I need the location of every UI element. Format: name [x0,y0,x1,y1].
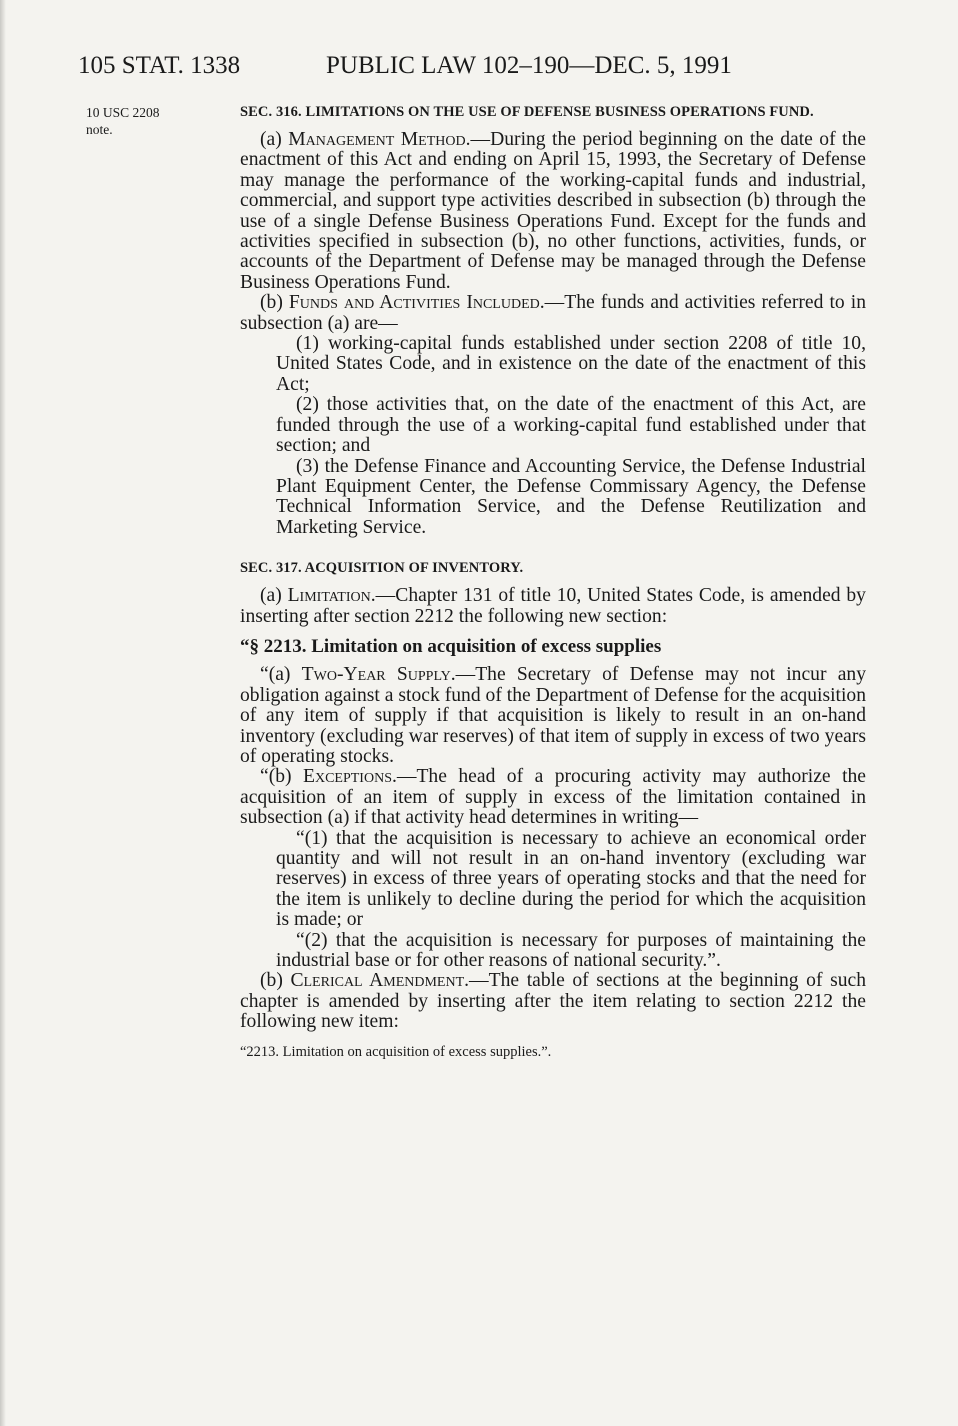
section-2213-a [240,665,866,767]
sec-316-b-label: (b) [260,292,289,314]
section-2213-b-item-1: “(1) that the acquisition is necessary to achieve an economical order quantity and will not result in an on-hand inventory (excluding war reserves) in excess of three years of operating stocks and that the need for the item is unlikely to decline during the period for which the acquisition is made; or [276,827,866,931]
sec-316-b-text: —The funds and activities referred to in subsection (a) are— [240,292,866,334]
stat-citation: 105 STAT. 1338 [78,52,241,79]
sec-316-b-item-2: (2) those activities that, on the date of the enactment of this Act, are funded through the use of a working-capital fund established under that section; and [276,394,866,457]
sec-316-a-text: —During the period beginning on the date of the enactment of this Act and ending on April 15, 1993, the Secretary of Defense may manage the performance of the working-capital funds and industrial, commercial, and support type activities described in subsection (b) through the use of a single Defense Business Operations Fund. Except for the funds and activities specified in subsection (b), no other functions, activities, funds, or accounts of the Department of Defense may be managed through the Defense Business Operations Fund. [240,129,866,293]
sec-317-b-caption: Clerical Amendment. [290,970,470,992]
sec-316-a [240,130,866,293]
sec-317-a-text: —Chapter 131 of title 10, United States Code, is amended by inserting after section 2212 the following new section: [240,585,866,627]
section-2213-a-label: “(a) [260,664,302,686]
section-2213-b [240,767,866,828]
section-2213-b-label: “(b) [260,766,303,788]
section-2213-a-caption: Two-Year Supply. [301,664,456,686]
section-2213-b-text: —The head of a procuring activity may authorize the acquisition of an item of supply in excess of the limitation contained in subsection (a) if that activity head determines in writing— [240,766,866,829]
sec-317-b-text: —The table of sections at the beginning of such chapter is amended by inserting after the item relating to section 2212 the following new item: [240,970,866,1033]
sec-317-a-label: (a) [260,585,288,607]
sec-316-heading: SEC. 316. LIMITATIONS ON THE USE OF DEFENSE BUSINESS OPERATIONS FUND. [240,104,814,120]
sec-316-b-item-3: (3) the Defense Finance and Accounting Service, the Defense Industrial Plant Equipment Center, the Defense Commissary Agency, the Defense Technical Information Service, and the Defense Reutilization and Marketing Service. [276,455,866,538]
page-edge [0,0,6,1426]
sec-316-b-caption: Funds and Activities Included. [288,292,545,314]
sec-317-b [240,971,866,1032]
sec-317-heading: SEC. 317. ACQUISITION OF INVENTORY. [240,560,524,577]
table-of-sections-item: “2213. Limitation on acquisition of excess supplies.”. [240,1043,552,1060]
section-2213-title: “§ 2213. Limitation on acquisition of excess supplies [240,635,662,657]
sec-317-a-caption: Limitation. [287,585,376,607]
section-2213-a-text: —The Secretary of Defense may not incur any obligation against a stock fund of the Department of Defense for the acquisition of any item of supply if that acquisition is likely to result in an on-hand inventory (excluding war reserves) of that item of supply in excess of two years of operating stocks. [240,664,867,767]
sec-317-b-label: (b) [260,970,291,992]
public-law-citation: PUBLIC LAW 102–190—DEC. 5, 1991 [326,52,732,79]
sec-316-b [240,293,866,334]
margin-note [86,104,216,138]
document-body [240,102,866,1062]
margin-note-usc: 10 USC 2208 [86,105,160,120]
sec-317-a [240,586,866,627]
section-2213-b-item-2: “(2) that the acquisition is necessary for purposes of maintaining the industrial base or for other reasons of national security.”. [276,929,866,972]
margin-note-label: note. [86,122,113,137]
section-2213-b-caption: Exceptions. [303,766,397,788]
sec-316-b-item-1: (1) working-capital funds established under section 2208 of title 10, United States Code, and in existence on the date of the enactment of this Act; [276,333,866,395]
sec-316-a-caption: Management Method. [288,129,471,150]
sec-316-a-label: (a) [260,129,289,150]
